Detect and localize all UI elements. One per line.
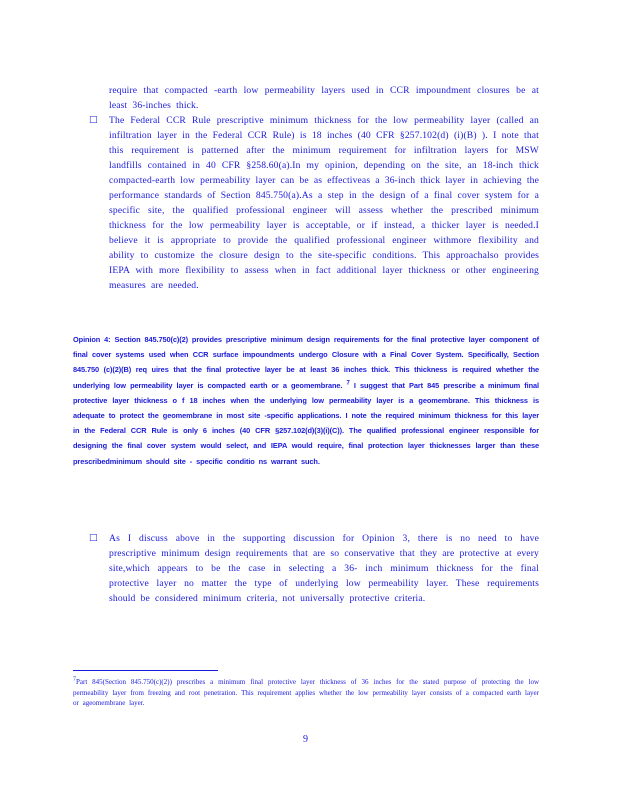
page-number: 9 bbox=[303, 734, 308, 745]
footnote-marker: 7 bbox=[73, 676, 76, 683]
footnote-separator bbox=[73, 670, 218, 671]
bullet-marker-1: □ bbox=[89, 115, 98, 125]
opinion-4-paragraph bbox=[73, 332, 539, 469]
bullet-marker-2: □ bbox=[89, 533, 98, 543]
footnote bbox=[73, 677, 539, 709]
continued-paragraph: require that compacted -earth low permeability layers used in CCR impoundment closures be at least 36-inches thick. bbox=[109, 85, 539, 111]
footnote-text: Part 845(Section 845.750(c)(2)) prescribes a minimum final protective layer thickness of 36 inches for the stated purpose of protecting the low permeability layer from freezing and root penetration. This requirement applies whether the low permeability layer consists of a compacted earth layer or ageomembrane layer. bbox=[73, 678, 539, 707]
opinion-4-text-part1: Opinion 4: Section 845.750(c)(2) provides prescriptive minimum design requirements for the final protective layer component of final cover systems used when CCR surface impoundments undergo Closure with a Final Cover System. Specifically, Section 845.750 (c)(2)(B) req uires that the final protective layer be at least 36 inches thick. This thickness is required whether the underlying low permeability layer is compacted earth or a geomembrane. bbox=[73, 335, 539, 390]
footnote-reference: 7 bbox=[346, 380, 350, 387]
bullet-paragraph-2: As I discuss above in the supporting discussion for Opinion 3, there is no need to have prescriptive minimum design requirements that are so conservative that they are protective at every site,which appears to be the case in selecting a 36- inch minimum thickness for the final protective layer no matter the type of underlying low permeability layer. These requirements should be considered minimum criteria, not universally protective criteria. bbox=[109, 533, 539, 604]
bullet-paragraph-1: The Federal CCR Rule prescriptive minimum thickness for the low permeability layer (called an infiltration layer in the Federal CCR Rule) is 18 inches (40 CFR §257.102(d) (i)(B) ). I note that this requirement is patterned after the minimum requirement for infiltration layers for MSW landfills contained in 40 CFR §258.60(a).In my opinion, depending on the site, an 18-inch thick compacted-earth low permeability layer can be as effectiveas a 36-inch thick layer in achieving the performance standards of Section 845.750(a).As a step in the design of a final cover system for a specific site, the qualified professional engineer will assess whether the prescribed minimum thickness for the low permeability layer is acceptable, or if instead, a thicker layer is needed.I believe it is appropriate to provide the qualified professional engineer withmore flexibility and ability to customize the closure design to the site-specific conditions. This approachalso provides IEPA with more flexibility to assess when in fact additional layer thickness or other engineering measures are needed. bbox=[109, 115, 539, 291]
opinion-4-text-part2: I suggest that Part 845 prescribe a minimum final protective layer thickness o f 18 inches when the underlying low permeability layer is a geomembrane. This thickness is adequate to protect the geomembrane in most site -specific applications. I note the required minimum thickness for this layer in the Federal CCR Rule is only 6 inches (40 CFR §257.102(d)(3)(i)(C)). The qualified professional engineer responsible for designing the final cover system would select, and IEPA would require, final protection layer thicknesses larger than these prescribedminimum should site - specific conditio ns warrant such. bbox=[73, 380, 539, 466]
